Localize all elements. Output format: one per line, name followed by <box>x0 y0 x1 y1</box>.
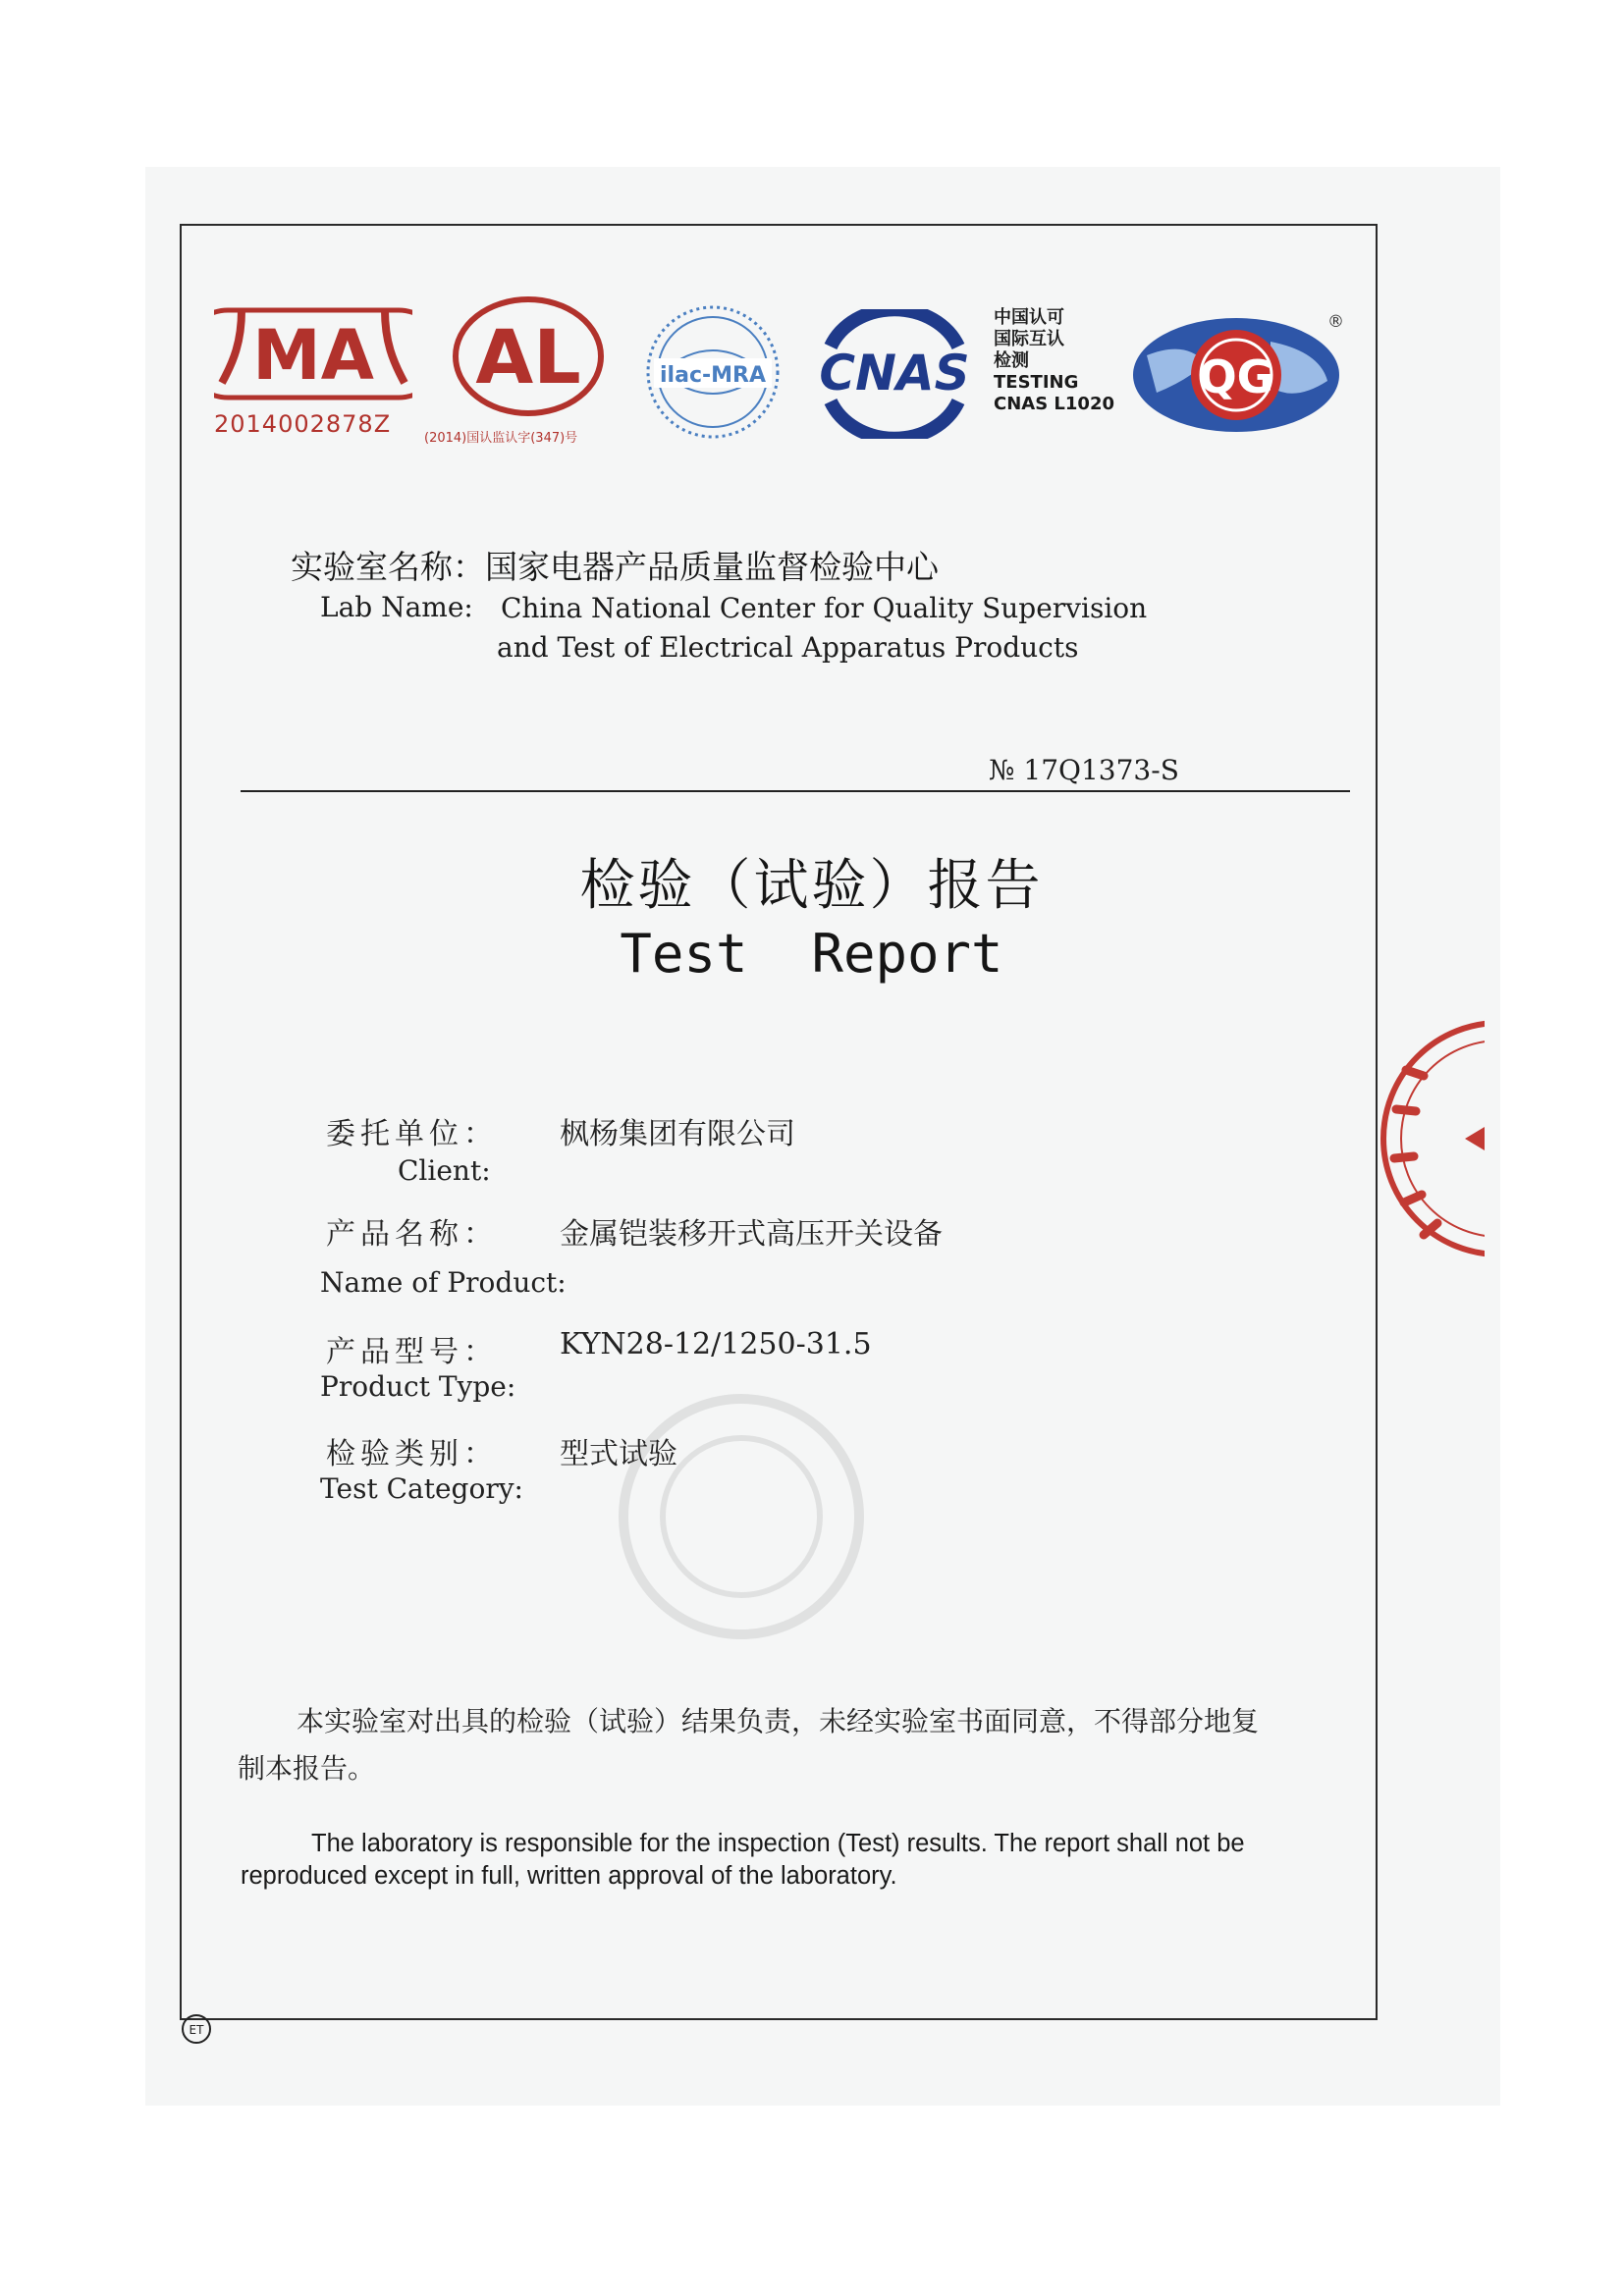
client-value: 枫杨集团有限公司 <box>560 1117 795 1151</box>
registered-mark: ® <box>1327 312 1344 332</box>
cma-mark: MA <box>252 315 374 396</box>
cqc-mark: QG <box>1198 350 1274 403</box>
lab-name-label: Lab Name: <box>320 591 473 623</box>
client-label-chinese: 委托单位： <box>326 1117 498 1151</box>
cnas-accreditation-text <box>994 307 1121 415</box>
test-category-label-english: Test Category: <box>320 1472 523 1505</box>
cma-certificate-code: 2014002878Z <box>214 410 392 438</box>
disclaimer-chinese: 本实验室对出具的检验（试验）结果负责，未经实验室书面同意，不得部分地复制本报告。 <box>238 1705 1260 1785</box>
lab-name-chinese: 实验室名称：国家电器产品质量监督检验中心 <box>291 548 939 586</box>
cnas-line-5: CNAS L1020 <box>994 394 1115 414</box>
cal-mark: AL <box>475 313 581 400</box>
cal-certificate-code: (2014)国认监认字(347)号 <box>424 431 578 446</box>
cal-logo <box>450 294 607 422</box>
cnas-line-4: TESTING <box>994 372 1079 393</box>
cqc-globe-logo <box>1127 312 1345 438</box>
cnas-line-2: 国际互认 <box>994 329 1064 349</box>
lab-name-english-line-1: China National Center for Quality Supervision <box>501 592 1148 624</box>
embossed-seal <box>614 1389 869 1644</box>
product-name-value: 金属铠装移开式高压开关设备 <box>560 1217 943 1252</box>
red-official-seal <box>1367 1011 1485 1266</box>
product-type-label-chinese: 产品型号： <box>326 1335 498 1369</box>
ilac-mra-logo <box>640 299 785 445</box>
footer-mark-icon <box>180 2012 213 2046</box>
client-label-english: Client: <box>398 1154 491 1187</box>
test-category-value: 型式试验 <box>560 1437 677 1471</box>
cnas-line-3: 检测 <box>994 350 1029 371</box>
product-type-value: KYN28-12/1250-31.5 <box>560 1327 872 1362</box>
product-type-label-english: Product Type: <box>320 1370 516 1403</box>
ilac-mark: ilac-MRA <box>660 363 766 388</box>
footer-mark-text: ET <box>189 2023 204 2037</box>
product-name-label-english: Name of Product: <box>320 1266 567 1299</box>
cnas-mark: CNAS <box>819 345 970 401</box>
header-divider <box>241 790 1350 792</box>
cnas-line-1: 中国认可 <box>994 307 1064 328</box>
disclaimer-english: The laboratory is responsible for the inspection (Test) results. The report shall not be reproduced except in full, written approval of the laboratory. <box>241 1830 1245 1890</box>
report-number: № 17Q1373-S <box>989 754 1179 786</box>
cnas-logo <box>807 309 982 439</box>
lab-name-english-line-2: and Test of Electrical Apparatus Products <box>497 631 1079 664</box>
report-title-chinese: 检验（试验）报告 <box>579 854 1044 918</box>
product-name-label-chinese: 产品名称： <box>326 1217 498 1252</box>
report-title-english: Test Report <box>620 923 1003 985</box>
cma-logo <box>214 302 412 405</box>
accreditation-logo-row <box>0 0 1623 446</box>
test-category-label-chinese: 检验类别： <box>326 1437 498 1471</box>
